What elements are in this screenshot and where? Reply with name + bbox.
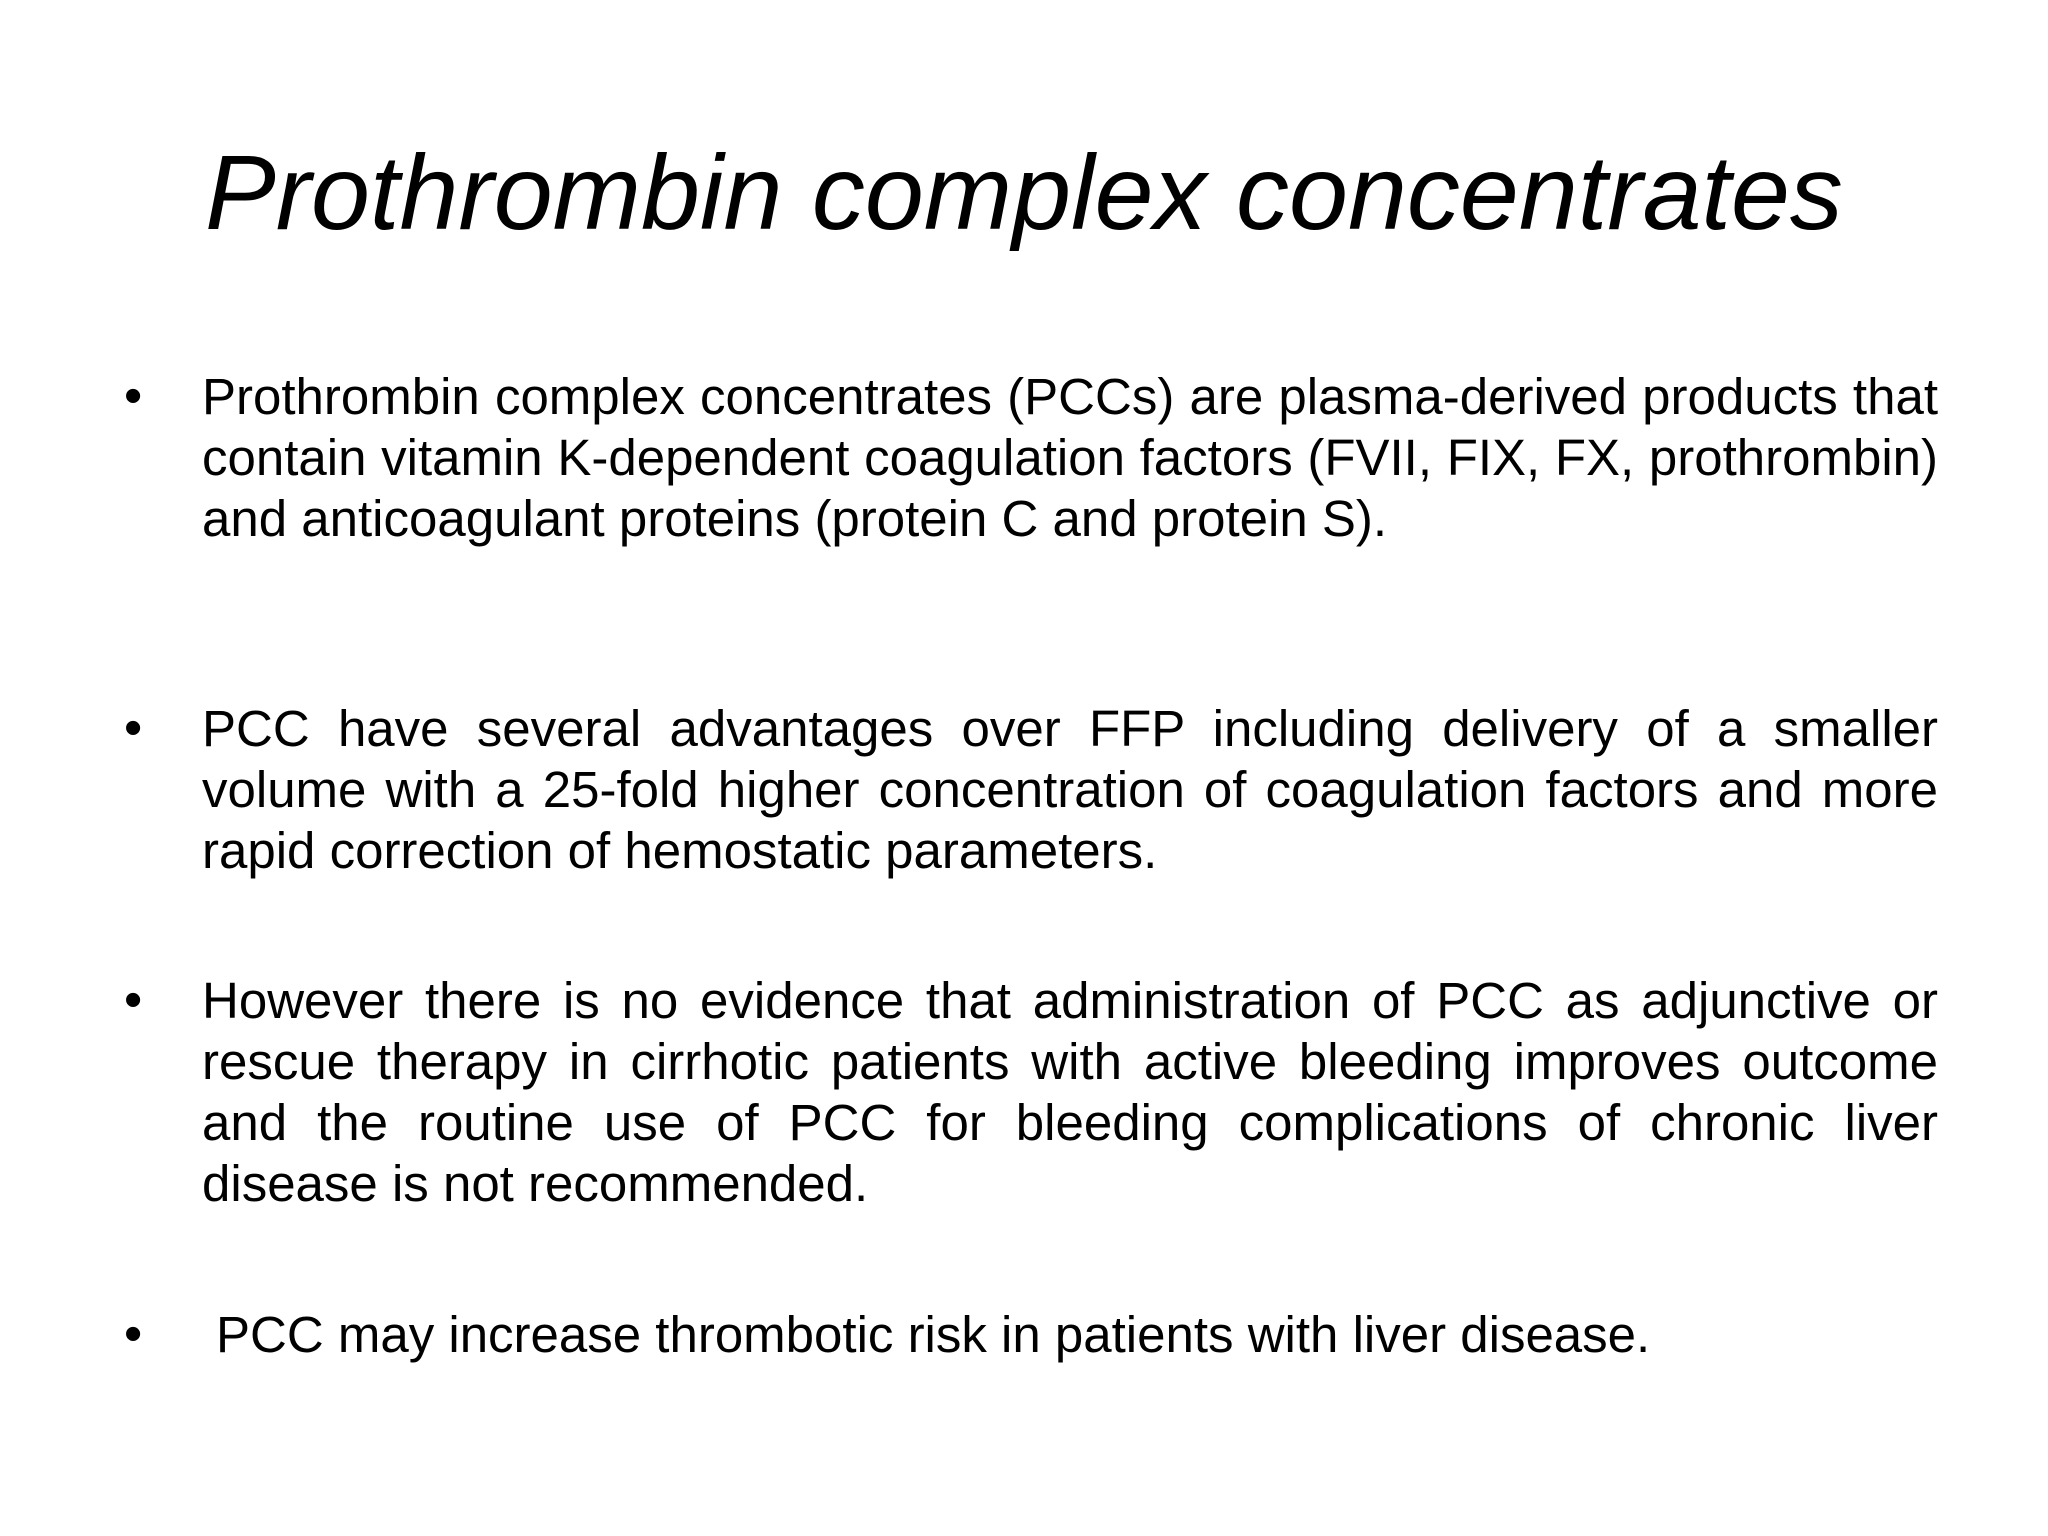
bullet-text: PCC may increase thrombotic risk in patients with liver disease. — [216, 1306, 1651, 1363]
bullet-marker: • — [124, 367, 143, 425]
bullet-text: Prothrombin complex concentrates (PCCs) are plasma-derived products that contain vitamin K-dependent coagulation factors (FVII, FIX, FX, prothrombin) and anticoagulant proteins (protein C and protein S). — [202, 368, 1938, 547]
bullet-marker: • — [124, 1305, 143, 1363]
slide-title: Prothrombin complex concentrates — [205, 134, 1843, 252]
bullet-marker: • — [124, 699, 143, 757]
bullet-text: However there is no evidence that administration of PCC as adjunctive or rescue therapy in cirrhotic patients with active bleeding improves outcome and the routine use of PCC for bleeding complications of chronic liver disease is not recommended. — [202, 972, 1938, 1212]
bullet-text: PCC have several advantages over FFP including delivery of a smaller volume with a 25-fold higher concentration of coagulation factors and more rapid correction of hemostatic parameters. — [202, 700, 1938, 879]
bullet-marker: • — [124, 971, 143, 1029]
